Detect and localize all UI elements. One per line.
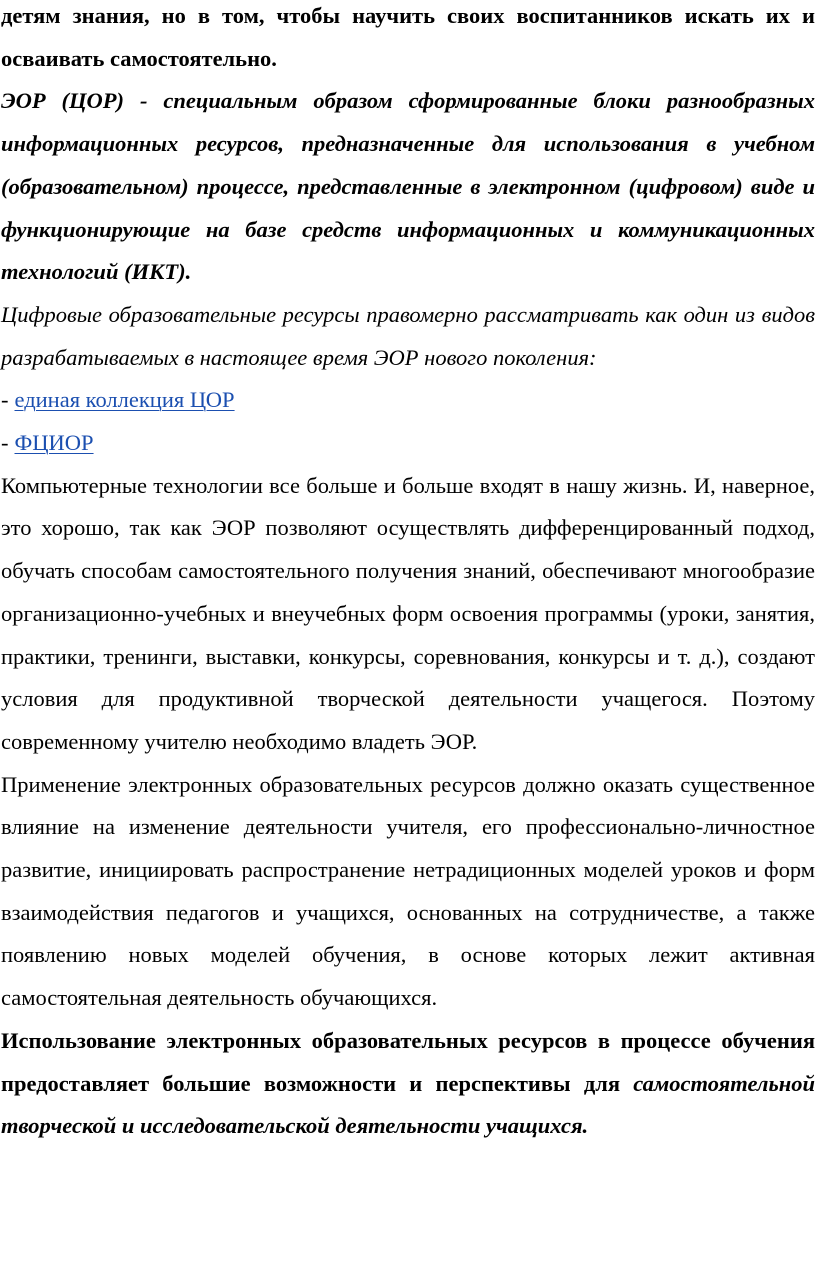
conclusion-paragraph	[1, 1020, 815, 1148]
list-dash: -	[1, 430, 9, 456]
conclusion-bold-italic-text: самостоятельной творческой и исследовательской деятельности учащихся.	[1, 1070, 815, 1139]
eor-definition: ЭОР (ЦОР) - специальным образом сформированные блоки разнообразных информационных ресурсов, предназначенные для использования в учебном (образовательном) процессе, представленные в электронном (цифровом) виде и функционирующие на базе средств информационных и коммуникационных технологий (ИКТ).	[1, 88, 815, 285]
list-dash: -	[1, 387, 9, 413]
link-item-collection	[1, 379, 815, 422]
paragraph-computer-technologies: Компьютерные технологии все больше и больше входят в нашу жизнь. И, наверное, это хорошо, так как ЭОР позволяют осуществлять дифференцированный подход, обучать способам самостоятельного получения знаний, обеспечивают многообразие организационно-учебных и внеучебных форм освоения программы (уроки, занятия, практики, тренинги, выставки, конкурсы, соревнования, конкурсы и т. д.), создают условия для продуктивной творческой деятельности учащегося. Поэтому современному учителю необходимо владеть ЭОР.	[1, 472, 815, 754]
paragraph-application: Применение электронных образовательных ресурсов должно оказать существенное влияние на изменение деятельности учителя, его профессионально-личностное развитие, инициировать распространение нетрадиционных моделей уроков и форм взаимодействия педагогов и учащихся, основанных на сотрудничестве, а также появлению новых моделей обучения, в основе которых лежит активная самостоятельная деятельность обучающихся.	[1, 771, 815, 1011]
link-unified-collection[interactable]: единая коллекция ЦОР	[14, 387, 235, 413]
conclusion-bold-text: Использование электронных образовательных ресурсов в процессе обучения предоставляет большие возможности и перспективы для	[1, 1027, 815, 1096]
link-fcior[interactable]: ФЦИОР	[14, 430, 94, 456]
intro-line-1: детям знания, но в том, чтобы научить своих воспитанников искать их и	[1, 3, 815, 28]
link-item-fciór	[1, 422, 815, 465]
digital-resources-note: Цифровые образовательные ресурсы правомерно рассматривать как один из видов разрабатываемых в настоящее время ЭОР нового поколения:	[1, 301, 815, 370]
intro-line-2: осваивать самостоятельно.	[1, 45, 277, 71]
